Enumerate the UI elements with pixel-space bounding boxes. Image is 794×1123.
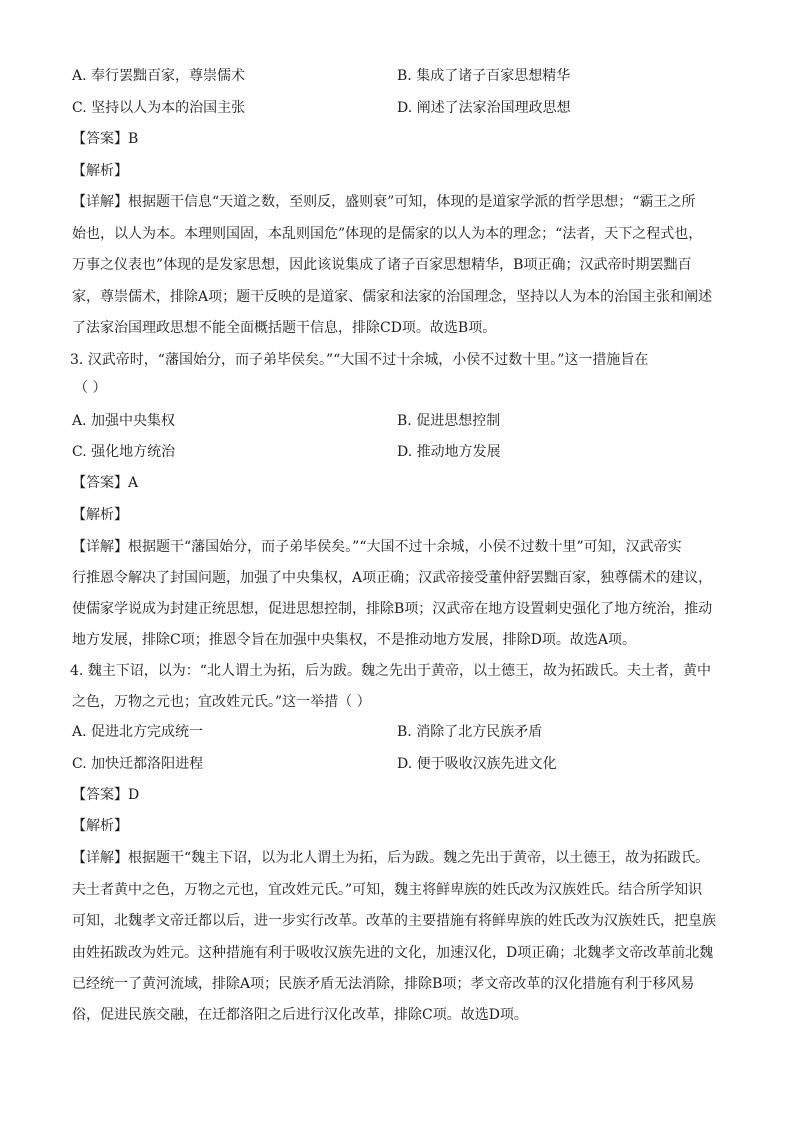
q4-stem: 之色，万物之元也；宜改姓元氏。”这一举措（ ） xyxy=(72,694,371,710)
q3-answer: 【答案】A xyxy=(72,475,139,491)
q4-analysis-heading: 【解析】 xyxy=(72,818,128,834)
q3-detail-line: 【详解】根据题干“藩国始分，而子弟毕侯矣。”“大国不过十余城，小侯不过数十里”可知，汉武帝实 xyxy=(72,539,682,555)
q4-stem: 4. 魏主下诏，以为：“北人谓土为拓，后为跋。魏之先出于黄帝，以土德王，故为拓跋氏。夫土者，黄中 xyxy=(70,663,711,679)
q4-option-d: D. 便于吸收汉族先进文化 xyxy=(397,756,557,772)
q4-option-c: C. 加快迁都洛阳进程 xyxy=(72,756,204,772)
q2-answer: 【答案】B xyxy=(72,131,139,147)
q2-detail-line: 【详解】根据题干信息“天道之数，至则反，盛则衰”可知，体现的是道家学派的哲学思想；“霸王之所 xyxy=(72,194,696,210)
q3-detail-line: 行推恩令解决了封国问题，加强了中央集权，A项正确；汉武帝接受董仲舒罢黜百家，独尊儒术的建议， xyxy=(72,570,713,586)
q4-detail-line: 俗，促进民族交融，在迁都洛阳之后进行汉化改革，排除C项。故选D项。 xyxy=(72,1007,528,1023)
q4-detail-line: 可知，北魏孝文帝迁都以后，进一步实行改革。改革的主要措施有将鲜卑族的姓氏改为汉族姓氏，把皇族 xyxy=(72,913,716,929)
q4-detail-line: 夫土者黄中之色，万物之元也，宜改姓元氏。”可知，魏主将鲜卑族的姓氏改为汉族姓氏。结合所学知识 xyxy=(72,882,703,898)
q4-answer: 【答案】D xyxy=(72,787,140,803)
q2-option-c: C. 坚持以人为本的治国主张 xyxy=(72,100,246,116)
q4-option-b: B. 消除了北方民族矛盾 xyxy=(397,724,543,740)
q2-analysis-heading: 【解析】 xyxy=(72,163,128,179)
q4-option-a: A. 促进北方完成统一 xyxy=(72,724,204,740)
q3-detail-line: 使儒家学说成为封建正统思想，促进思想控制，排除B项；汉武帝在地方设置刺史强化了地方统治，推动 xyxy=(72,601,713,617)
q2-detail-line: 万事之仪表也”体现的是发家思想，因此该说集成了诸子百家思想精华，B项正确；汉武帝时期罢黜百 xyxy=(72,257,692,273)
q3-analysis-heading: 【解析】 xyxy=(72,507,128,523)
q3-option-b: B. 促进思想控制 xyxy=(397,413,501,429)
q2-option-d: D. 阐述了法家治国理政思想 xyxy=(397,100,571,116)
q3-option-a: A. 加强中央集权 xyxy=(72,413,176,429)
q2-detail-line: 了法家治国理政思想不能全面概括题干信息，排除CD项。故选B项。 xyxy=(72,320,497,336)
q2-detail-line: 始也，以人为本。本理则国固，本乱则国危”体现的是儒家的以人为本的理念；“法者，天下之程式也， xyxy=(72,226,703,242)
q4-detail-line: 已经统一了黄河流域，排除A项；民族矛盾无法消除，排除B项；孝文帝改革的汉化措施有利于移风易 xyxy=(72,976,695,992)
q2-detail-line: 家，尊崇儒术，排除A项；题干反映的是道家、儒家和法家的治国理念，坚持以人为本的治国主张和阐述 xyxy=(72,289,713,305)
q3-option-d: D. 推动地方发展 xyxy=(397,444,501,460)
q2-option-a: A. 奉行罢黜百家，尊崇儒术 xyxy=(72,68,246,84)
q3-stem-blank: （ ） xyxy=(74,380,107,396)
q3-detail-line: 地方发展，排除C项；推恩令旨在加强中央集权，不是推动地方发展，排除D项。故选A项。 xyxy=(72,632,637,648)
q2-option-b: B. 集成了诸子百家思想精华 xyxy=(397,68,571,84)
q4-detail-line: 【详解】根据题干“魏主下诏，以为北人谓土为拓，后为跋。魏之先出于黄帝，以土德王，故为拓跋氏。 xyxy=(72,850,710,866)
q3-option-c: C. 强化地方统治 xyxy=(72,444,176,460)
q4-detail-line: 由姓拓跋改为姓元。这种措施有利于吸收汉族先进的文化，加速汉化，D项正确；北魏孝文帝改革前北魏 xyxy=(72,945,714,961)
q3-stem: 3. 汉武帝时，“藩国始分，而子弟毕侯矣。”“大国不过十余城，小侯不过数十里。”这一措施旨在 xyxy=(70,352,649,368)
